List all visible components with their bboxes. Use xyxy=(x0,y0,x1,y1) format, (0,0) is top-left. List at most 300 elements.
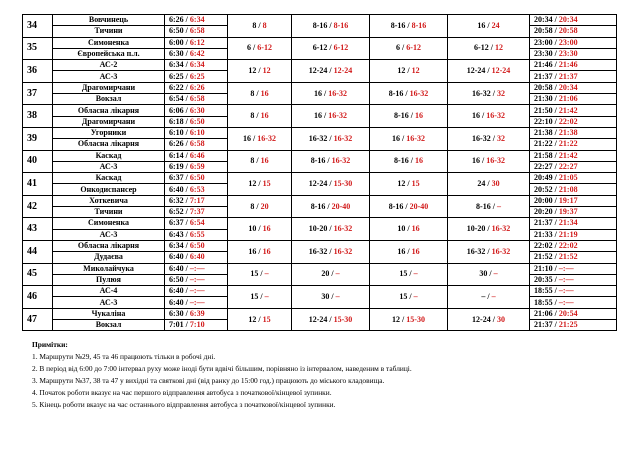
value-separator: / xyxy=(552,297,559,307)
value-red: 20:34 xyxy=(558,82,578,92)
interval-cell xyxy=(292,218,370,241)
value-red: 22:02 xyxy=(558,116,578,126)
stop-name: Пулюя xyxy=(53,274,165,285)
value-black: 21:06 xyxy=(534,308,553,318)
interval-cell xyxy=(228,173,292,196)
stop-name: Каскад xyxy=(53,173,165,184)
value-black: 6:06 xyxy=(169,105,184,115)
value-red: 6:58 xyxy=(189,26,205,36)
value-separator: / xyxy=(552,274,559,284)
value-red: 6-12 xyxy=(406,43,421,53)
value-separator: / xyxy=(258,291,265,301)
value-separator: / xyxy=(327,224,334,234)
value-red: 16-32 xyxy=(491,246,511,256)
interval-cell xyxy=(370,15,448,38)
value-red: 16-32 xyxy=(333,224,353,234)
interval-cell xyxy=(370,308,448,331)
note-item: 3. Маршрути №37, 38 та 47 у вихідні та святкові дні (від ранку до 15:00 год.) працюють до міського кладовища. xyxy=(32,376,385,385)
value-separator: / xyxy=(183,26,190,36)
value-black: 6:50 xyxy=(169,274,184,284)
value-red: – xyxy=(413,291,418,301)
value-separator: / xyxy=(254,88,261,98)
value-separator: / xyxy=(183,320,190,330)
value-red: 6:54 xyxy=(189,218,205,228)
value-red: 22:02 xyxy=(558,241,578,251)
end-time xyxy=(530,218,617,229)
value-red: –:–– xyxy=(189,286,205,296)
value-black: 23:30 xyxy=(534,49,553,59)
value-separator: / xyxy=(251,43,258,53)
value-red: 20 xyxy=(260,201,269,211)
value-black: 16 xyxy=(314,88,323,98)
stop-name: Драгомирчани xyxy=(53,82,165,93)
stop-name: АС-3 xyxy=(53,161,165,172)
start-time xyxy=(165,94,228,105)
value-red: 21:42 xyxy=(558,150,578,160)
table-row xyxy=(23,218,617,229)
value-separator: / xyxy=(256,65,263,75)
route-number: 41 xyxy=(23,173,53,196)
value-separator: / xyxy=(256,178,263,188)
value-red: 20:58 xyxy=(558,26,578,36)
value-red: 7:17 xyxy=(189,195,205,205)
value-separator: / xyxy=(251,133,258,143)
value-black: 20:34 xyxy=(534,15,553,25)
value-black: 6:34 xyxy=(169,241,184,251)
value-black: 12 xyxy=(397,178,406,188)
value-separator: / xyxy=(325,156,332,166)
interval-cell xyxy=(448,37,530,60)
value-black: 12-24 xyxy=(308,178,328,188)
value-separator: / xyxy=(183,139,190,149)
note-item: 5. Кінець роботи вказує на час останнього відправлення автобуса з початкової/кінцевої зупинки. xyxy=(32,400,336,409)
end-time xyxy=(530,252,617,263)
value-black: 18:55 xyxy=(534,286,553,296)
table-row xyxy=(23,263,617,274)
value-separator: / xyxy=(405,20,412,30)
value-separator: / xyxy=(552,49,559,59)
note-item: 1. Маршрути №29, 45 та 46 працюють тільки в робочі дні. xyxy=(32,352,216,361)
value-black: 15 xyxy=(399,269,408,279)
value-black: 16 xyxy=(243,133,252,143)
value-separator: / xyxy=(183,49,190,59)
value-black: 6:25 xyxy=(169,71,184,81)
value-separator: / xyxy=(552,308,559,318)
value-separator: / xyxy=(183,15,190,25)
value-separator: / xyxy=(552,60,559,70)
stop-name: Вокзал xyxy=(53,94,165,105)
value-separator: / xyxy=(183,116,190,126)
stop-name: Дудаєва xyxy=(53,252,165,263)
value-separator: / xyxy=(552,173,559,183)
value-red: 16 xyxy=(411,224,420,234)
end-time xyxy=(530,263,617,274)
stop-name: Обласна лікарня xyxy=(53,240,165,251)
value-separator: / xyxy=(327,314,334,324)
value-red: 21:37 xyxy=(558,71,578,81)
value-separator: / xyxy=(405,246,412,256)
value-black: 6 xyxy=(247,43,252,53)
value-separator: / xyxy=(183,173,190,183)
end-time xyxy=(530,173,617,184)
stop-name: Драгомирчани xyxy=(53,116,165,127)
value-separator: / xyxy=(183,184,190,194)
value-red: 16 xyxy=(260,111,269,121)
value-red: 16 xyxy=(414,111,423,121)
interval-cell xyxy=(292,286,370,309)
value-separator: / xyxy=(405,224,412,234)
interval-cell xyxy=(370,37,448,60)
value-separator: / xyxy=(552,184,559,194)
value-black: 21:10 xyxy=(534,263,553,273)
start-time xyxy=(165,184,228,195)
value-red: 12-24 xyxy=(333,65,353,75)
route-number: 39 xyxy=(23,127,53,150)
value-red: 23:00 xyxy=(558,37,578,47)
value-black: 21:37 xyxy=(534,218,553,228)
value-red: 16 xyxy=(262,224,271,234)
value-separator: / xyxy=(322,88,329,98)
value-separator: / xyxy=(183,297,190,307)
value-black: 10-20 xyxy=(466,224,486,234)
stop-name: Онкодиспансер xyxy=(53,184,165,195)
value-black: 6:40 xyxy=(169,297,184,307)
end-time xyxy=(530,94,617,105)
interval-cell xyxy=(292,82,370,105)
start-time xyxy=(165,15,228,26)
interval-cell xyxy=(292,150,370,173)
value-red: – xyxy=(493,269,498,279)
value-red: 16-32 xyxy=(333,246,353,256)
value-separator: / xyxy=(254,111,261,121)
value-black: 20:00 xyxy=(534,195,553,205)
end-time xyxy=(530,297,617,308)
value-black: 16 xyxy=(392,133,401,143)
value-separator: / xyxy=(552,218,559,228)
interval-cell xyxy=(228,105,292,128)
value-separator: / xyxy=(183,128,190,138)
table-row xyxy=(23,82,617,93)
value-black: 21:50 xyxy=(534,105,553,115)
value-black: 8-16 xyxy=(476,201,491,211)
value-separator: / xyxy=(327,43,334,53)
end-time xyxy=(530,150,617,161)
value-black: 6:40 xyxy=(169,252,184,262)
value-black: 12-24 xyxy=(308,65,328,75)
value-red: 20-40 xyxy=(331,201,351,211)
value-red: 6:42 xyxy=(189,49,205,59)
interval-cell xyxy=(228,127,292,150)
stop-name: Симоненка xyxy=(53,37,165,48)
value-separator: / xyxy=(552,37,559,47)
interval-cell xyxy=(448,15,530,38)
value-separator: / xyxy=(256,224,263,234)
value-separator: / xyxy=(490,314,497,324)
stop-name: АС-3 xyxy=(53,297,165,308)
value-black: 21:33 xyxy=(534,229,553,239)
value-black: 8 xyxy=(252,20,257,30)
start-time xyxy=(165,127,228,138)
value-separator: / xyxy=(485,178,492,188)
stop-name: Тичини xyxy=(53,207,165,218)
start-time xyxy=(165,71,228,82)
value-red: 32 xyxy=(496,133,505,143)
value-separator: / xyxy=(183,263,190,273)
stop-name: Вовчинець xyxy=(53,15,165,26)
interval-cell xyxy=(292,15,370,38)
end-time xyxy=(530,320,617,331)
value-red: –:–– xyxy=(558,297,574,307)
table-row xyxy=(23,150,617,161)
value-red: 15-30 xyxy=(333,314,353,324)
value-black: 23:00 xyxy=(534,37,553,47)
value-black: 21:22 xyxy=(534,139,553,149)
start-time xyxy=(165,139,228,150)
value-black: 16 xyxy=(314,111,323,121)
value-black: 6:37 xyxy=(169,173,184,183)
value-black: 8-16 xyxy=(390,20,406,30)
stop-name: Хоткевича xyxy=(53,195,165,206)
value-red: 19:17 xyxy=(558,195,578,205)
value-red: 16-32 xyxy=(331,156,351,166)
value-black: 20:35 xyxy=(534,274,553,284)
interval-cell xyxy=(448,263,530,286)
value-black: 16-32 xyxy=(466,246,486,256)
value-separator: / xyxy=(183,252,190,262)
value-separator: / xyxy=(256,20,263,30)
end-time xyxy=(530,71,617,82)
value-separator: / xyxy=(403,88,410,98)
value-black: 6-12 xyxy=(312,43,328,53)
value-separator: / xyxy=(183,308,190,318)
value-red: – xyxy=(496,201,501,211)
start-time xyxy=(165,240,228,251)
table-row xyxy=(23,37,617,48)
value-separator: / xyxy=(329,291,336,301)
start-time xyxy=(165,308,228,319)
value-black: 6-12 xyxy=(474,43,489,53)
value-red: 12 xyxy=(262,65,271,75)
value-red: 15-30 xyxy=(333,178,353,188)
value-separator: / xyxy=(485,246,492,256)
interval-cell xyxy=(370,82,448,105)
start-time xyxy=(165,252,228,263)
value-black: 8-16 xyxy=(388,88,404,98)
value-red: –:–– xyxy=(189,274,205,284)
table-row xyxy=(23,286,617,297)
stop-name: Європейська п.л. xyxy=(53,48,165,59)
value-red: 24 xyxy=(491,20,500,30)
route-number: 36 xyxy=(23,60,53,83)
value-separator: / xyxy=(183,105,190,115)
value-separator: / xyxy=(183,71,190,81)
interval-cell xyxy=(228,82,292,105)
interval-cell xyxy=(292,60,370,83)
value-separator: / xyxy=(183,94,190,104)
value-separator: / xyxy=(183,37,190,47)
value-separator: / xyxy=(183,195,190,205)
value-black: 6:22 xyxy=(169,82,184,92)
value-black: 6:26 xyxy=(169,139,184,149)
value-black: 6:10 xyxy=(169,128,184,138)
interval-cell xyxy=(370,263,448,286)
table-row xyxy=(23,15,617,26)
value-red: 6:26 xyxy=(189,82,205,92)
end-time xyxy=(530,127,617,138)
value-red: 16 xyxy=(260,156,269,166)
value-black: 8 xyxy=(250,156,255,166)
interval-cell xyxy=(292,173,370,196)
value-black: 20:58 xyxy=(534,82,553,92)
value-black: 20 xyxy=(321,269,330,279)
value-red: 21:22 xyxy=(558,139,578,149)
value-black: 8-16 xyxy=(310,156,326,166)
value-red: 6:30 xyxy=(189,105,205,115)
interval-cell xyxy=(448,127,530,150)
route-number: 37 xyxy=(23,82,53,105)
end-time xyxy=(530,274,617,285)
value-red: 6:12 xyxy=(189,37,205,47)
start-time xyxy=(165,207,228,218)
value-black: 18:55 xyxy=(534,297,553,307)
value-black: 21:46 xyxy=(534,60,553,70)
value-black: 6:50 xyxy=(169,26,184,36)
value-red: 12 xyxy=(411,65,420,75)
value-red: 21:08 xyxy=(558,184,578,194)
interval-cell xyxy=(228,218,292,241)
value-separator: / xyxy=(408,156,415,166)
value-black: 16 xyxy=(397,246,406,256)
value-black: 16-32 xyxy=(308,246,328,256)
stop-name: Чукаліна xyxy=(53,308,165,319)
stop-name: Симоненка xyxy=(53,218,165,229)
start-time xyxy=(165,26,228,37)
value-separator: / xyxy=(488,43,495,53)
value-separator: / xyxy=(254,201,261,211)
table-row xyxy=(23,195,617,206)
value-black: 12 xyxy=(397,65,406,75)
value-red: 6:25 xyxy=(189,71,205,81)
end-time xyxy=(530,240,617,251)
value-red: 20:54 xyxy=(558,308,578,318)
value-red: 6:53 xyxy=(189,184,205,194)
value-red: 15 xyxy=(262,178,271,188)
value-separator: / xyxy=(552,241,559,251)
value-black: 30 xyxy=(479,269,488,279)
value-red: 8-16 xyxy=(333,20,349,30)
value-red: 19:37 xyxy=(558,207,578,217)
value-red: 12-24 xyxy=(491,65,511,75)
start-time xyxy=(165,320,228,331)
end-time xyxy=(530,184,617,195)
value-red: 16-32 xyxy=(486,156,505,166)
value-black: 6:34 xyxy=(169,60,184,70)
interval-cell xyxy=(292,105,370,128)
value-red: 6:39 xyxy=(189,308,205,318)
value-red: – xyxy=(335,269,340,279)
interval-cell xyxy=(448,82,530,105)
value-red: 30 xyxy=(496,314,505,324)
value-separator: / xyxy=(490,133,497,143)
value-black: 6:00 xyxy=(169,37,184,47)
value-separator: / xyxy=(485,291,492,301)
interval-cell xyxy=(370,60,448,83)
interval-cell xyxy=(292,240,370,263)
value-separator: / xyxy=(552,116,559,126)
interval-cell xyxy=(228,263,292,286)
value-red: 21:25 xyxy=(558,320,578,330)
value-red: – xyxy=(264,269,269,279)
interval-cell xyxy=(370,240,448,263)
value-black: 10 xyxy=(397,224,406,234)
stop-name: АС-2 xyxy=(53,60,165,71)
value-black: 8 xyxy=(250,201,255,211)
value-black: 21:37 xyxy=(534,320,553,330)
value-red: 8 xyxy=(262,20,267,30)
value-separator: / xyxy=(552,286,559,296)
value-separator: / xyxy=(400,43,407,53)
end-time xyxy=(530,308,617,319)
value-red: 16-32 xyxy=(486,111,505,121)
value-separator: / xyxy=(183,150,190,160)
value-separator: / xyxy=(485,20,492,30)
value-red: 21:06 xyxy=(558,94,578,104)
interval-cell xyxy=(370,286,448,309)
value-separator: / xyxy=(322,111,329,121)
value-separator: / xyxy=(183,82,190,92)
stop-name: АС-3 xyxy=(53,71,165,82)
route-number: 38 xyxy=(23,105,53,128)
value-red: 20-40 xyxy=(409,201,429,211)
value-red: 6:50 xyxy=(189,116,205,126)
value-black: 16-32 xyxy=(472,88,491,98)
start-time xyxy=(165,195,228,206)
route-number: 46 xyxy=(23,286,53,309)
interval-cell xyxy=(292,263,370,286)
route-number: 40 xyxy=(23,150,53,173)
start-time xyxy=(165,286,228,297)
value-black: 22:10 xyxy=(534,116,553,126)
value-red: 16-32 xyxy=(406,133,425,143)
interval-cell xyxy=(228,240,292,263)
value-separator: / xyxy=(480,111,487,121)
value-separator: / xyxy=(258,269,265,279)
value-separator: / xyxy=(400,133,407,143)
value-separator: / xyxy=(407,291,414,301)
value-red: 21:38 xyxy=(558,128,578,138)
value-black: 12 xyxy=(392,314,401,324)
start-time xyxy=(165,150,228,161)
value-red: 20:34 xyxy=(558,15,578,25)
interval-cell xyxy=(448,240,530,263)
value-separator: / xyxy=(552,71,559,81)
value-red: 12 xyxy=(494,43,503,53)
value-black: 6:32 xyxy=(169,195,184,205)
end-time xyxy=(530,286,617,297)
value-red: 22:27 xyxy=(558,162,578,171)
interval-cell xyxy=(370,195,448,218)
route-number: 45 xyxy=(23,263,53,286)
route-number: 44 xyxy=(23,240,53,263)
interval-cell xyxy=(448,173,530,196)
stop-name: Каскад xyxy=(53,150,165,161)
schedule-table xyxy=(22,14,617,331)
value-black: 7:01 xyxy=(169,320,184,330)
value-red: 6:34 xyxy=(189,15,205,25)
interval-cell xyxy=(228,286,292,309)
value-black: 6:54 xyxy=(169,94,184,104)
value-red: 16 xyxy=(411,246,420,256)
